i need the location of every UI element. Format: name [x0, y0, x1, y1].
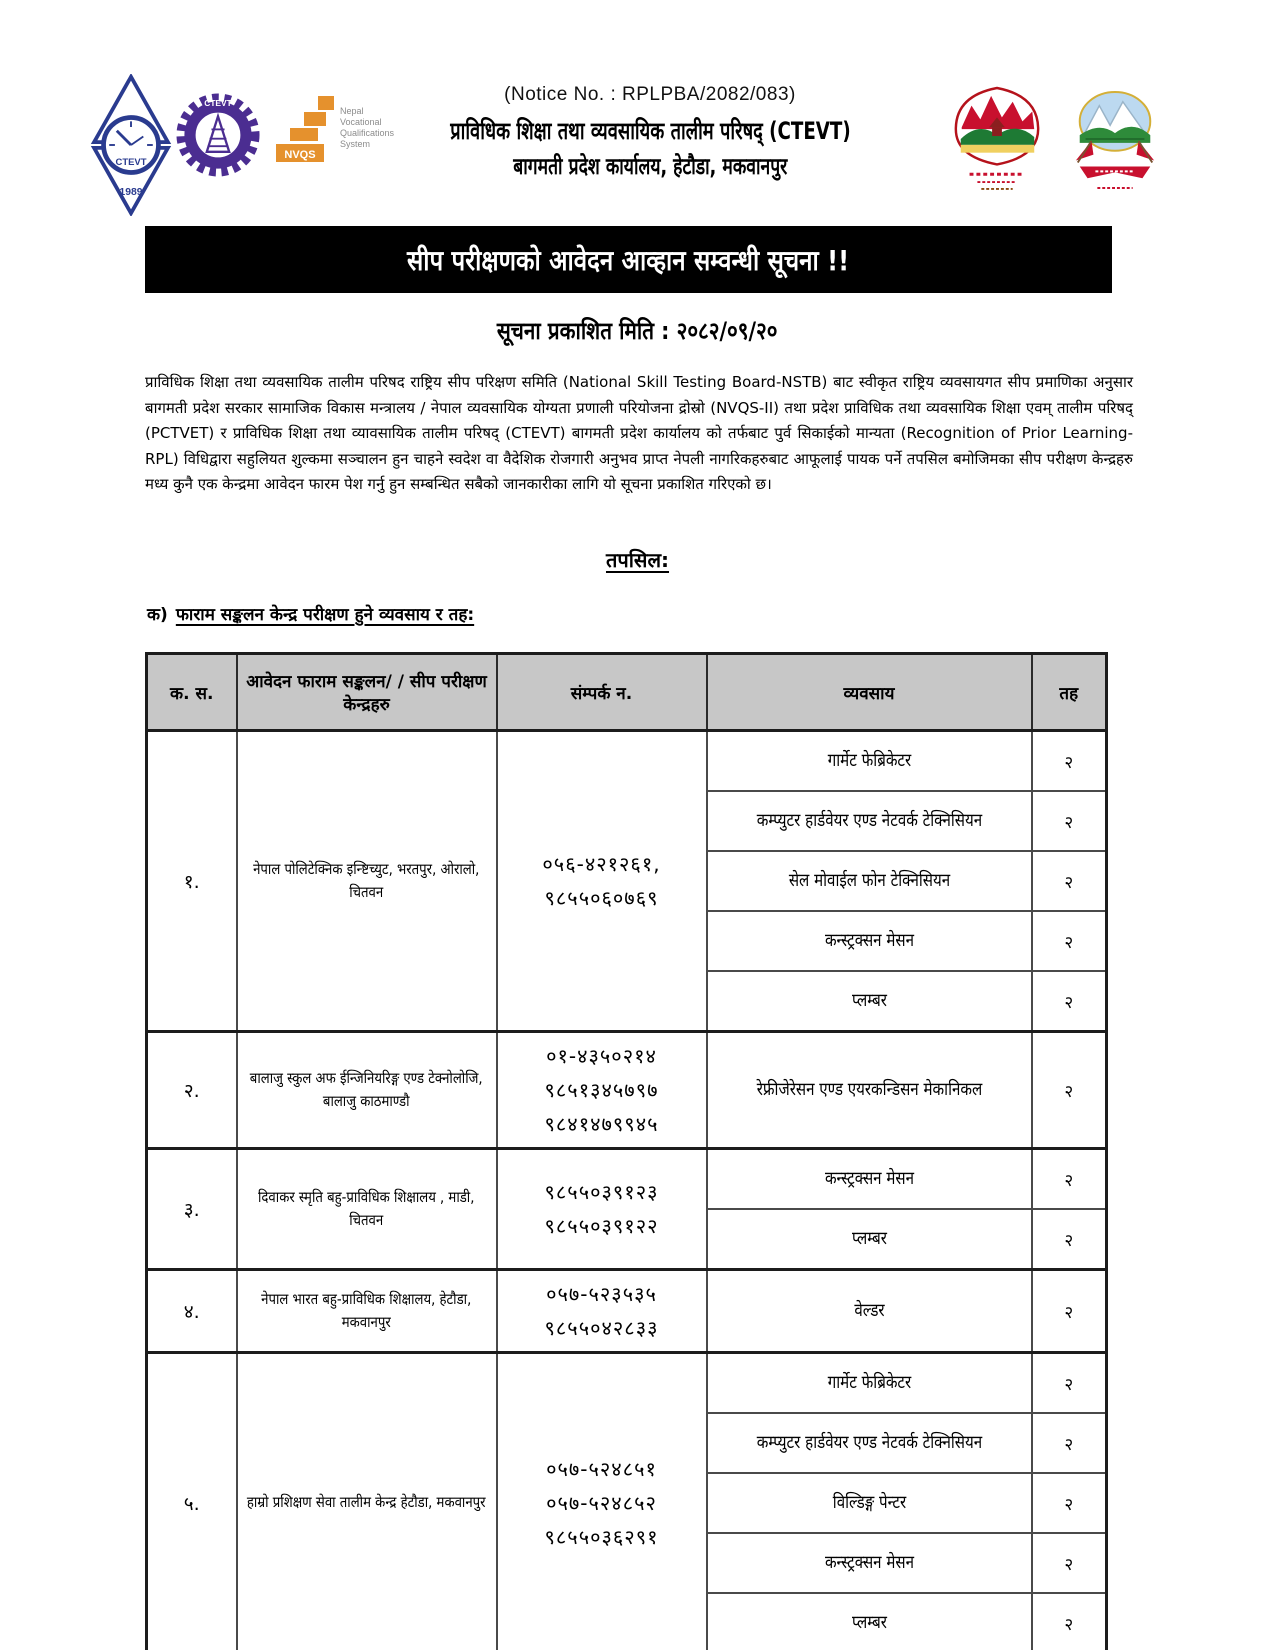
cell-level-value: २ [1032, 1353, 1107, 1414]
cell-occupation-name: गार्मेट फेब्रिकेटर [707, 731, 1032, 792]
contact-number: ०५६-४२१२६१, [542, 852, 661, 876]
contact-number: ०५७-५२३५३५ [546, 1282, 657, 1306]
cell-contact-numbers [497, 1270, 707, 1353]
cell-level-value: २ [1032, 1149, 1107, 1210]
table-row [147, 1270, 1107, 1353]
cell-level-value: २ [1032, 1270, 1107, 1353]
cell-centre-name: नेपाल पोलिटेक्निक इन्ष्टिच्युट, भरतपुर, ओरालो, चितवन [237, 731, 497, 1032]
cell-level-value: २ [1032, 731, 1107, 792]
ctevt-star-label: CTEVT [115, 156, 147, 168]
cell-level-value: २ [1032, 1413, 1107, 1473]
cell-occupation-name: प्लम्बर [707, 1593, 1032, 1650]
table-header-row [147, 654, 1107, 731]
nvqs-caption: Nepal Vocational Qualifications System [340, 106, 395, 149]
contact-number: ९८४१४७९९४५ [544, 1112, 659, 1136]
contact-number: ०१-४३५०२१४ [546, 1044, 657, 1068]
cell-contact-numbers [497, 1353, 707, 1650]
section-a-prefix: क) [147, 605, 168, 625]
cell-occupation-name: कम्प्युटर हार्डवेयर एण्ड नेटवर्क टेक्निसियन [707, 791, 1032, 851]
tapsil-heading: तपसिल: [605, 548, 670, 572]
table-row [147, 1353, 1107, 1414]
cell-level-value: २ [1032, 1209, 1107, 1270]
ctevt-gear-label: CTEVT [204, 98, 232, 109]
org-name-line2: बागमती प्रदेश कार्यालय, हेटौडा, मकवानपुर [512, 154, 788, 180]
notice-title: सीप परीक्षणको आवेदन आव्हान सम्वन्धी सूचना !! [407, 243, 850, 277]
contact-number: ०५७-५२४८५२ [546, 1491, 657, 1515]
cell-centre-name: बालाजु स्कुल अफ ईन्जिनियरिङ्ग एण्ड टेक्नोलोजि, बालाजु काठमाण्डौ [237, 1032, 497, 1149]
cell-level-value: २ [1032, 791, 1107, 851]
section-a-heading [147, 602, 474, 625]
cell-centre-name: हाम्रो प्रशिक्षण सेवा तालीम केन्द्र हेटौडा, मकवानपुर [237, 1353, 497, 1650]
cell-occupation-name: वेल्डर [707, 1270, 1032, 1353]
skill-test-centres-table [145, 652, 1108, 1650]
ctevt-gear-logo-icon [176, 86, 260, 188]
contact-number: ९८५५०६०७६९ [544, 886, 659, 910]
header-contact: संम्पर्क न. [497, 654, 707, 731]
cell-level-value: २ [1032, 1593, 1107, 1650]
org-name-line1: प्राविधिक शिक्षा तथा व्यवसायिक तालीम परिषद् (CTEVT) [449, 117, 851, 145]
cell-occupation-name: सेल मोवाईल फोन टेक्निसियन [707, 851, 1032, 911]
section-a-title: फाराम सङ्कलन केन्द्र परीक्षण हुने व्यवसाय र तह: [175, 605, 475, 625]
ctevt-star-year: 1989 [119, 187, 143, 199]
cell-contact-numbers [497, 731, 707, 1032]
contact-number: ९८५१३४५७९७ [544, 1078, 659, 1102]
contact-number: ९८५५०४२८३३ [544, 1316, 659, 1340]
cell-level-value: २ [1032, 1032, 1107, 1149]
ctevt-star-logo-icon [88, 74, 174, 220]
notice-number: (Notice No. : RPLPBA/2082/083) [504, 84, 796, 105]
cell-serial-number: ३. [147, 1149, 237, 1270]
cell-serial-number: १. [147, 731, 237, 1032]
cell-occupation-name: कन्स्ट्रक्सन मेसन [707, 1149, 1032, 1210]
cell-occupation-name: कन्स्ट्रक्सन मेसन [707, 911, 1032, 971]
cell-centre-name: दिवाकर स्मृति बहु-प्राविधिक शिक्षालय , माडी, चितवन [237, 1149, 497, 1270]
table-row [147, 731, 1107, 792]
notice-body-paragraph: प्राविधिक शिक्षा तथा व्यवसायिक तालीम परिषद राष्ट्रिय सीप परिक्षण समिति (National Skill Testing Board-NSTB) बाट स्वीकृत राष्ट्रिय व्यवसायगत सीप प्रमाणिका अनुसार बागमती प्रदेश सरकार सामाजिक विकास मन्त्रालय / नेपाल व्यवसायिक योग्यता प्रणाली परियोजना द्रोस्रो (NVQS-II) तथा प्रदेश प्राविधिक तथा व्यवसायिक शिक्षा एवम् तालीम परिषद् (PCTVET) र प्राविधिक शिक्षा तथा व्यावसायिक तालीम परिषद् (CTEVT) बागमती प्रदेश कार्यालय को तर्फबाट पुर्व सिकाईको मान्यता (Recognition of Prior Learning-RPL) विधिद्वारा सहुलियत शुल्कमा सञ्चालन हुन चाहने स्वदेश वा वैदेशिक रोजगारी अनुभव प्राप्त नेपली नागरिकहरुबाट आफूलाई पायक पर्ने तपसिल बमोजिमका सीप परीक्षण केन्द्रहरु मध्य कुनै एक केन्द्रमा आवेदन फारम पेश गर्नु हुन सम्बन्धित सबैको जानकारीका लागि यो सूचना प्रकाशित गरिएको छ। [145, 373, 1133, 493]
cell-occupation-name: रेफ्रीजेरेसन एण्ड एयरकन्डिसन मेकानिकल [707, 1032, 1032, 1149]
cell-level-value: २ [1032, 1473, 1107, 1533]
header-level: तह [1032, 654, 1107, 731]
cell-contact-numbers [497, 1149, 707, 1270]
cell-occupation-name: विल्डिङ्ग पेन्टर [707, 1473, 1032, 1533]
contact-number: ०५७-५२४८५१ [546, 1457, 657, 1481]
header-serial: क. स. [147, 654, 237, 731]
cell-level-value: २ [1032, 851, 1107, 911]
nepal-coat-of-arms-icon [1066, 80, 1164, 202]
notice-title-banner [145, 226, 1112, 293]
cell-occupation-name: प्लम्बर [707, 971, 1032, 1032]
table-row [147, 1032, 1107, 1149]
nvqs-abbr: NVQS [284, 149, 316, 161]
cell-serial-number: ४. [147, 1270, 237, 1353]
province-government-emblem-icon [948, 78, 1046, 200]
cell-occupation-name: प्लम्बर [707, 1209, 1032, 1270]
cell-serial-number: २. [147, 1032, 237, 1149]
cell-level-value: २ [1032, 1533, 1107, 1593]
cell-serial-number: ५. [147, 1353, 237, 1650]
header-centre: आवेदन फाराम सङ्कलन/ / सीप परीक्षण केन्द्रहरु [237, 654, 497, 731]
contact-number: ९८५५०३९१२२ [544, 1214, 659, 1238]
cell-occupation-name: कन्स्ट्रक्सन मेसन [707, 1533, 1032, 1593]
cell-contact-numbers [497, 1032, 707, 1149]
header-text-block [330, 84, 970, 181]
contact-number: ९८५५०३६२९१ [544, 1525, 659, 1549]
publication-date-line: सूचना प्रकाशित मिति : २०८२/०९/२० [497, 317, 778, 345]
cell-centre-name: नेपाल भारत बहु-प्राविधिक शिक्षालय, हेटौडा, मकवानपुर [237, 1270, 497, 1353]
contact-number: ९८५५०३९१२३ [544, 1180, 659, 1204]
cell-occupation-name: कम्प्युटर हार्डवेयर एण्ड नेटवर्क टेक्निसियन [707, 1413, 1032, 1473]
header-occupation: व्यवसाय [707, 654, 1032, 731]
table-row [147, 1149, 1107, 1210]
cell-level-value: २ [1032, 911, 1107, 971]
cell-level-value: २ [1032, 971, 1107, 1032]
cell-occupation-name: गार्मेट फेब्रिकेटर [707, 1353, 1032, 1414]
